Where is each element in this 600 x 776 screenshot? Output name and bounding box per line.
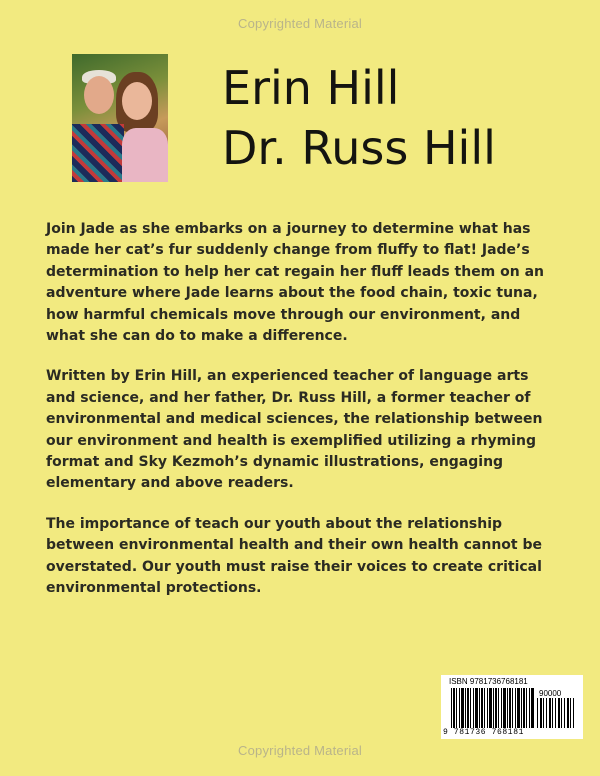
price-code: 90000 [539, 689, 562, 698]
isbn-label: ISBN 9781736768181 [449, 677, 528, 686]
barcode-bars [451, 688, 535, 728]
author-name-1: Erin Hill [222, 61, 400, 115]
back-cover-blurb [46, 219, 558, 619]
author-name-2: Dr. Russ Hill [222, 121, 496, 175]
photo-face-right [122, 82, 152, 120]
blurb-paragraph-1: Join Jade as she embarks on a journey to determine what has made her cat’s fur suddenly change from fluffy to flat! Jade’s determination to help her cat regain her fluff leads them on an adventure where Jade learns about the food chain, toxic tuna, how harmful chemicals move through our environment, and what she can do to make a difference. [46, 221, 545, 345]
barcode-digits: 9 781736 768181 [443, 728, 525, 737]
photo-face-left [84, 76, 114, 114]
photo-shirt-right [122, 128, 168, 182]
watermark-top: Copyrighted Material [238, 16, 362, 31]
blurb-paragraph-3: The importance of teach our youth about the relationship between environmental health and their own health cannot be overstated. Our youth must raise their voices to create critical environmental protections. [46, 515, 543, 597]
photo-shirt-left [72, 124, 124, 182]
barcode-addon-bars [537, 698, 575, 728]
author-photo [72, 54, 168, 182]
blurb-paragraph-2: Written by Erin Hill, an experienced teacher of language arts and science, and her father, Dr. Russ Hill, a former teacher of environmental and medical sciences, the relationship between our environment and health is exemplified utilizing a rhyming format and Sky Kezmoh’s dynamic illustrations, engaging elementary and above readers. [46, 368, 543, 492]
author-names [222, 58, 496, 178]
isbn-barcode [441, 675, 583, 739]
watermark-bottom: Copyrighted Material [238, 743, 362, 758]
